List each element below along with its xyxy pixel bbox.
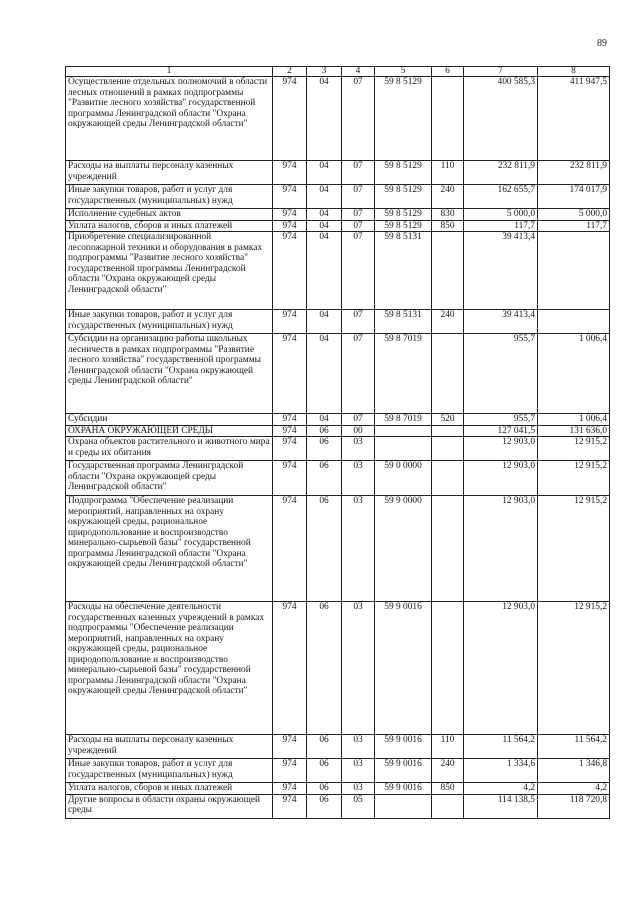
row-subsection: 07 xyxy=(342,310,375,334)
table-row xyxy=(66,461,610,496)
row-expense-type: 850 xyxy=(432,783,464,795)
row-amount-year2: 118 720,8 xyxy=(538,794,610,818)
table-row xyxy=(66,220,610,232)
row-expense-type xyxy=(432,461,464,496)
row-code: 974 xyxy=(273,437,307,461)
row-article: 59 9 0016 xyxy=(375,759,432,783)
row-amount-year1: 400 585,3 xyxy=(464,77,538,161)
row-expense-type: 240 xyxy=(432,310,464,334)
row-name: Расходы на обеспечение деятельности государственных казенных учреждений в рамках подпрограммы "Обеспечение реализации мероприятий, направленных на охрану окружающей среды, рациональное природопользование и воспроизводство минерально-сырьевой базы" государственной программы Ленинградской области "Охрана окружающей среды Ленинградской области" xyxy=(66,602,273,735)
row-amount-year2: 174 017,9 xyxy=(538,185,610,209)
row-code: 974 xyxy=(273,220,307,232)
row-name: Исполнение судебных актов xyxy=(66,209,273,221)
row-expense-type xyxy=(432,437,464,461)
row-expense-type xyxy=(432,77,464,161)
row-section: 06 xyxy=(307,602,342,735)
row-amount-year2: 12 915,2 xyxy=(538,437,610,461)
row-code: 974 xyxy=(273,425,307,437)
row-subsection: 07 xyxy=(342,334,375,414)
row-article: 59 9 0000 xyxy=(375,496,432,602)
row-subsection: 05 xyxy=(342,794,375,818)
row-section: 06 xyxy=(307,794,342,818)
row-expense-type xyxy=(432,232,464,310)
row-amount-year1: 5 000,0 xyxy=(464,209,538,221)
row-section: 06 xyxy=(307,437,342,461)
row-code: 974 xyxy=(273,461,307,496)
row-amount-year2: 131 636,0 xyxy=(538,425,610,437)
row-section: 04 xyxy=(307,161,342,185)
row-subsection: 03 xyxy=(342,735,375,759)
table-row xyxy=(66,759,610,783)
row-section: 04 xyxy=(307,220,342,232)
row-name: Охрана объектов растительного и животного мира и среды их обитания xyxy=(66,437,273,461)
row-section: 04 xyxy=(307,209,342,221)
row-amount-year2: 11 564,2 xyxy=(538,735,610,759)
row-article xyxy=(375,794,432,818)
row-expense-type xyxy=(432,602,464,735)
row-amount-year2: 4,2 xyxy=(538,783,610,795)
row-amount-year2: 12 915,2 xyxy=(538,602,610,735)
row-section: 06 xyxy=(307,735,342,759)
row-name: Иные закупки товаров, работ и услуг для государственных (муниципальных) нужд xyxy=(66,759,273,783)
row-name: ОХРАНА ОКРУЖАЮЩЕЙ СРЕДЫ xyxy=(66,425,273,437)
row-code: 974 xyxy=(273,310,307,334)
row-expense-type: 240 xyxy=(432,185,464,209)
row-section: 06 xyxy=(307,759,342,783)
row-name: Уплата налогов, сборов и иных платежей xyxy=(66,220,273,232)
row-amount-year1: 12 903,0 xyxy=(464,437,538,461)
row-amount-year2: 1 006,4 xyxy=(538,414,610,426)
table-row xyxy=(66,496,610,602)
header-cell: 1 xyxy=(66,67,273,77)
row-article: 59 9 0016 xyxy=(375,735,432,759)
row-subsection: 07 xyxy=(342,161,375,185)
row-subsection: 07 xyxy=(342,77,375,161)
row-code: 974 xyxy=(273,209,307,221)
row-subsection: 00 xyxy=(342,425,375,437)
budget-table xyxy=(65,66,610,819)
row-code: 974 xyxy=(273,496,307,602)
row-code: 974 xyxy=(273,185,307,209)
row-expense-type xyxy=(432,794,464,818)
table-row xyxy=(66,425,610,437)
row-article: 59 8 5131 xyxy=(375,232,432,310)
row-section: 04 xyxy=(307,232,342,310)
row-article: 59 9 0016 xyxy=(375,783,432,795)
row-subsection: 07 xyxy=(342,185,375,209)
row-name: Другие вопросы в области охраны окружающей среды xyxy=(66,794,273,818)
header-cell: 2 xyxy=(273,67,307,77)
row-code: 974 xyxy=(273,602,307,735)
table-row xyxy=(66,232,610,310)
row-code: 974 xyxy=(273,759,307,783)
row-section: 06 xyxy=(307,461,342,496)
row-code: 974 xyxy=(273,334,307,414)
row-name: Государственная программа Ленинградской области "Охрана окружающей среды Ленинградской области" xyxy=(66,461,273,496)
row-name: Субсидии на организацию работы школьных лесничеств в рамках подпрограммы "Развитие лесного хозяйства" государственной программы Ленинградской области "Охрана окружающей среды Ленинградской области" xyxy=(66,334,273,414)
header-cell: 4 xyxy=(342,67,375,77)
table-row xyxy=(66,437,610,461)
row-name: Осуществление отдельных полномочий в области лесных отношений в рамках подпрограммы "Развитие лесного хозяйства" государственной программы Ленинградской области "Охрана окружающей среды Ленинградской области" xyxy=(66,77,273,161)
row-section: 06 xyxy=(307,425,342,437)
row-subsection: 07 xyxy=(342,209,375,221)
row-amount-year1: 127 041,5 xyxy=(464,425,538,437)
table-row xyxy=(66,794,610,818)
table-row xyxy=(66,161,610,185)
table-row xyxy=(66,185,610,209)
row-code: 974 xyxy=(273,232,307,310)
table-row xyxy=(66,334,610,414)
row-amount-year1: 39 413,4 xyxy=(464,310,538,334)
row-code: 974 xyxy=(273,735,307,759)
row-amount-year1: 114 138,5 xyxy=(464,794,538,818)
row-code: 974 xyxy=(273,77,307,161)
row-subsection: 03 xyxy=(342,496,375,602)
row-name: Расходы на выплаты персоналу казенных учреждений xyxy=(66,735,273,759)
row-amount-year1: 12 903,0 xyxy=(464,461,538,496)
row-amount-year2: 1 006,4 xyxy=(538,334,610,414)
row-expense-type xyxy=(432,334,464,414)
row-amount-year1: 12 903,0 xyxy=(464,602,538,735)
header-row xyxy=(66,67,610,77)
row-subsection: 03 xyxy=(342,437,375,461)
row-amount-year1: 12 903,0 xyxy=(464,496,538,602)
header-cell: 3 xyxy=(307,67,342,77)
row-section: 04 xyxy=(307,310,342,334)
row-amount-year2: 12 915,2 xyxy=(538,496,610,602)
row-article: 59 8 5129 xyxy=(375,209,432,221)
row-amount-year1: 232 811,9 xyxy=(464,161,538,185)
header-cell: 7 xyxy=(464,67,538,77)
row-article: 59 9 0016 xyxy=(375,602,432,735)
header-cell: 6 xyxy=(432,67,464,77)
row-subsection: 03 xyxy=(342,783,375,795)
row-amount-year2: 12 915,2 xyxy=(538,461,610,496)
row-expense-type: 520 xyxy=(432,414,464,426)
table-row xyxy=(66,310,610,334)
table-row xyxy=(66,414,610,426)
row-amount-year1: 11 564,2 xyxy=(464,735,538,759)
row-article: 59 8 7019 xyxy=(375,334,432,414)
row-subsection: 03 xyxy=(342,759,375,783)
row-article xyxy=(375,437,432,461)
row-amount-year2: 411 947,5 xyxy=(538,77,610,161)
row-article: 59 0 0000 xyxy=(375,461,432,496)
row-article: 59 8 7019 xyxy=(375,414,432,426)
row-subsection: 03 xyxy=(342,602,375,735)
header-cell: 8 xyxy=(538,67,610,77)
row-name: Субсидии xyxy=(66,414,273,426)
row-expense-type: 850 xyxy=(432,220,464,232)
row-amount-year1: 1 334,6 xyxy=(464,759,538,783)
row-section: 04 xyxy=(307,77,342,161)
row-amount-year2 xyxy=(538,232,610,310)
row-section: 04 xyxy=(307,414,342,426)
row-section: 06 xyxy=(307,783,342,795)
row-amount-year2: 5 000,0 xyxy=(538,209,610,221)
row-code: 974 xyxy=(273,783,307,795)
row-amount-year2: 117,7 xyxy=(538,220,610,232)
row-amount-year1: 117,7 xyxy=(464,220,538,232)
row-code: 974 xyxy=(273,161,307,185)
row-article: 59 8 5131 xyxy=(375,310,432,334)
row-section: 04 xyxy=(307,334,342,414)
row-name: Приобретение специализированной лесопожарной техники и оборудования в рамках подпрограммы "Развитие лесного хозяйства" государственной программы Ленинградской области "Охрана окружающей среды Ленинградской области" xyxy=(66,232,273,310)
page-number: 89 xyxy=(597,38,607,49)
row-section: 06 xyxy=(307,496,342,602)
row-article: 59 8 5129 xyxy=(375,185,432,209)
table-row xyxy=(66,209,610,221)
row-amount-year2: 232 811,9 xyxy=(538,161,610,185)
row-expense-type: 110 xyxy=(432,161,464,185)
row-article xyxy=(375,425,432,437)
row-expense-type: 240 xyxy=(432,759,464,783)
row-expense-type: 110 xyxy=(432,735,464,759)
row-subsection: 03 xyxy=(342,461,375,496)
row-article: 59 8 5129 xyxy=(375,220,432,232)
table-row xyxy=(66,735,610,759)
row-subsection: 07 xyxy=(342,220,375,232)
row-amount-year2: 1 346,8 xyxy=(538,759,610,783)
row-name: Уплата налогов, сборов и иных платежей xyxy=(66,783,273,795)
row-article: 59 8 5129 xyxy=(375,77,432,161)
row-subsection: 07 xyxy=(342,414,375,426)
row-code: 974 xyxy=(273,414,307,426)
row-name: Иные закупки товаров, работ и услуг для государственных (муниципальных) нужд xyxy=(66,310,273,334)
row-code: 974 xyxy=(273,794,307,818)
row-name: Иные закупки товаров, работ и услуг для государственных (муниципальных) нужд xyxy=(66,185,273,209)
row-subsection: 07 xyxy=(342,232,375,310)
row-expense-type xyxy=(432,425,464,437)
row-expense-type: 830 xyxy=(432,209,464,221)
row-amount-year1: 162 655,7 xyxy=(464,185,538,209)
row-amount-year1: 955,7 xyxy=(464,414,538,426)
table-row xyxy=(66,77,610,161)
row-amount-year1: 955,7 xyxy=(464,334,538,414)
row-name: Подпрограмма "Обеспечение реализации мероприятий, направленных на охрану окружающей среды, рациональное природопользование и воспроизводство минерально-сырьевой базы" государственной программы Ленинградской области "Охрана окружающей среды Ленинградской области" xyxy=(66,496,273,602)
table-row xyxy=(66,783,610,795)
row-amount-year1: 39 413,4 xyxy=(464,232,538,310)
row-name: Расходы на выплаты персоналу казенных учреждений xyxy=(66,161,273,185)
row-article: 59 8 5129 xyxy=(375,161,432,185)
table-row xyxy=(66,602,610,735)
row-expense-type xyxy=(432,496,464,602)
row-section: 04 xyxy=(307,185,342,209)
row-amount-year1: 4,2 xyxy=(464,783,538,795)
row-amount-year2 xyxy=(538,310,610,334)
header-cell: 5 xyxy=(375,67,432,77)
